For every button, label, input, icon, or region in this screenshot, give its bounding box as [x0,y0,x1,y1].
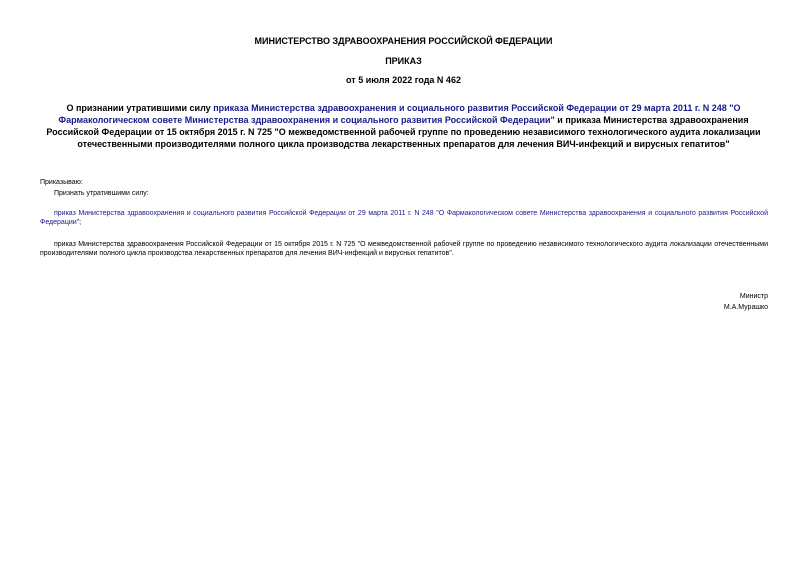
document-title [40,102,767,150]
item1-end: ; [79,219,82,226]
title-prefix: О признании утратившими силу [66,103,214,113]
declare-statement: Признать утратившими силу: [54,190,149,197]
title-middle: и приказа Министерства здравоохранения Российской Федерации от 15 октября 2015 г. N 725 "О межведомственной рабочей группе по проведению независимого технологического аудита локализации отечественными производителями полного цикла производства лекарственных препаратов для лечения ВИЧ-инфекций и вирусных гепатитов" [46,115,761,149]
list-item [40,209,768,227]
signature-name: М.А.Мурашко [723,304,768,311]
title-link-order-248[interactable]: приказа Министерства здравоохранения и социального развития Российской Федерации от 29 марта 2011 г. N 248 "О Фармакологическом совете Министерства здравоохранения и социального развития Российской Федерации" [58,103,741,125]
item1-link-order-248[interactable]: приказ Министерства здравоохранения и социального развития Российской Федерации от 29 марта 2011 г. N 248 "О Фармакологическом совете Министерства здравоохранения и социального развития Российской Федерации" [40,210,768,226]
document-type-heading: ПРИКАЗ [385,56,422,66]
ministry-heading: МИНИСТЕРСТВО ЗДРАВООХРАНЕНИЯ РОССИЙСКОЙ ФЕДЕРАЦИИ [254,36,553,46]
document-date-number: от 5 июля 2022 года N 462 [346,75,461,85]
list-item: приказ Министерства здравоохранения Российской Федерации от 15 октября 2015 г. N 725 "О межведомственной рабочей группе по проведению независимого технологического аудита локализации отечественными производителями полного цикла производства лекарственных препаратов для лечения ВИЧ-инфекций и вирусных гепатитов". [40,241,768,257]
signature-position: Министр [739,293,768,300]
order-word: Приказываю: [40,179,83,186]
